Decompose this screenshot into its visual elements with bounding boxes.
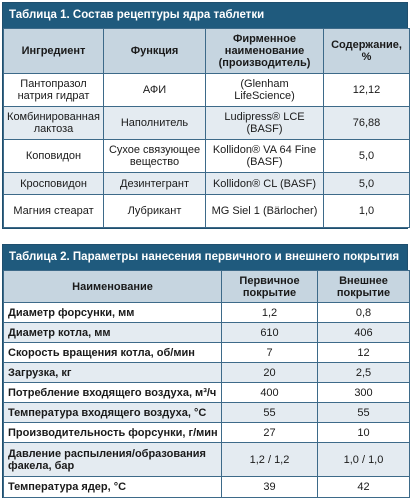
outer-cell: 12 xyxy=(318,343,410,363)
outer-cell: 300 xyxy=(318,383,410,403)
table-row xyxy=(4,323,410,343)
content-cell: 76,88 xyxy=(324,107,410,140)
table-row xyxy=(4,477,410,498)
function-cell: Сухое связующее вещество xyxy=(104,140,206,173)
table-row xyxy=(4,140,410,173)
table-2-grid xyxy=(3,270,410,498)
brand-cell: Kollidon® VA 64 Fine (BASF) xyxy=(206,140,324,173)
header-function: Функция xyxy=(104,29,206,74)
function-cell: АФИ xyxy=(104,74,206,107)
outer-cell: 1,0 / 1,0 xyxy=(318,443,410,477)
content-cell: 1,0 xyxy=(324,195,410,228)
header-name: Наименование xyxy=(4,271,222,303)
primary-cell: 610 xyxy=(222,323,318,343)
brand-cell: MG Siel 1 (Bärlocher) xyxy=(206,195,324,228)
primary-cell: 55 xyxy=(222,403,318,423)
primary-cell: 1,2 xyxy=(222,303,318,323)
outer-cell: 0,8 xyxy=(318,303,410,323)
param-name-cell: Диаметр форсунки, мм xyxy=(4,303,222,323)
table-row xyxy=(4,383,410,403)
primary-cell: 7 xyxy=(222,343,318,363)
table-row xyxy=(4,363,410,383)
ingredient-cell: Коповидон xyxy=(4,140,104,173)
header-primary: Первичное покрытие xyxy=(222,271,318,303)
param-name-cell: Загрузка, кг xyxy=(4,363,222,383)
table-row xyxy=(4,443,410,477)
ingredient-cell: Магния стеарат xyxy=(4,195,104,228)
table-row xyxy=(4,173,410,195)
table-2 xyxy=(2,244,408,498)
ingredient-cell: Комбинированная лактоза xyxy=(4,107,104,140)
param-name-cell: Производительность форсунки, г/мин xyxy=(4,423,222,443)
outer-cell: 55 xyxy=(318,403,410,423)
outer-cell: 2,5 xyxy=(318,363,410,383)
param-name-cell: Скорость вращения котла, об/мин xyxy=(4,343,222,363)
param-name-cell: Температура ядер, °C xyxy=(4,477,222,498)
primary-cell: 39 xyxy=(222,477,318,498)
header-ingredient: Ингредиент xyxy=(4,29,104,74)
ingredient-cell: Пантопразол натрия гидрат xyxy=(4,74,104,107)
primary-cell: 1,2 / 1,2 xyxy=(222,443,318,477)
outer-cell: 42 xyxy=(318,477,410,498)
table-1 xyxy=(2,2,408,229)
table-row xyxy=(4,303,410,323)
outer-cell: 10 xyxy=(318,423,410,443)
content-cell: 5,0 xyxy=(324,173,410,195)
brand-cell: Kollidon® CL (BASF) xyxy=(206,173,324,195)
primary-cell: 400 xyxy=(222,383,318,403)
table-row xyxy=(4,403,410,423)
outer-cell: 406 xyxy=(318,323,410,343)
header-outer: Внешнее покрытие xyxy=(318,271,410,303)
primary-cell: 20 xyxy=(222,363,318,383)
function-cell: Лубрикант xyxy=(104,195,206,228)
function-cell: Наполнитель xyxy=(104,107,206,140)
table-row xyxy=(4,195,410,228)
content-cell: 5,0 xyxy=(324,140,410,173)
header-brand: Фирменное наименование (производитель) xyxy=(206,29,324,74)
primary-cell: 27 xyxy=(222,423,318,443)
table-row xyxy=(4,107,410,140)
table-1-grid xyxy=(3,28,410,228)
param-name-cell: Температура входящего воздуха, °C xyxy=(4,403,222,423)
param-name-cell: Давление распыления/образования факела, бар xyxy=(4,443,222,477)
table-row xyxy=(4,343,410,363)
brand-cell: Ludipress® LCE (BASF) xyxy=(206,107,324,140)
ingredient-cell: Кросповидон xyxy=(4,173,104,195)
content-cell: 12,12 xyxy=(324,74,410,107)
param-name-cell: Диаметр котла, мм xyxy=(4,323,222,343)
table-1-title: Таблица 1. Состав рецептуры ядра таблетки xyxy=(3,3,407,28)
table-row xyxy=(4,74,410,107)
table-row xyxy=(4,423,410,443)
brand-cell: (Glenham LifeScience) xyxy=(206,74,324,107)
function-cell: Дезинтегрант xyxy=(104,173,206,195)
header-content: Содержание, % xyxy=(324,29,410,74)
table-2-title: Таблица 2. Параметры нанесения первичного и внешнего покрытия xyxy=(3,245,407,270)
param-name-cell: Потребление входящего воздуха, м³/ч xyxy=(4,383,222,403)
